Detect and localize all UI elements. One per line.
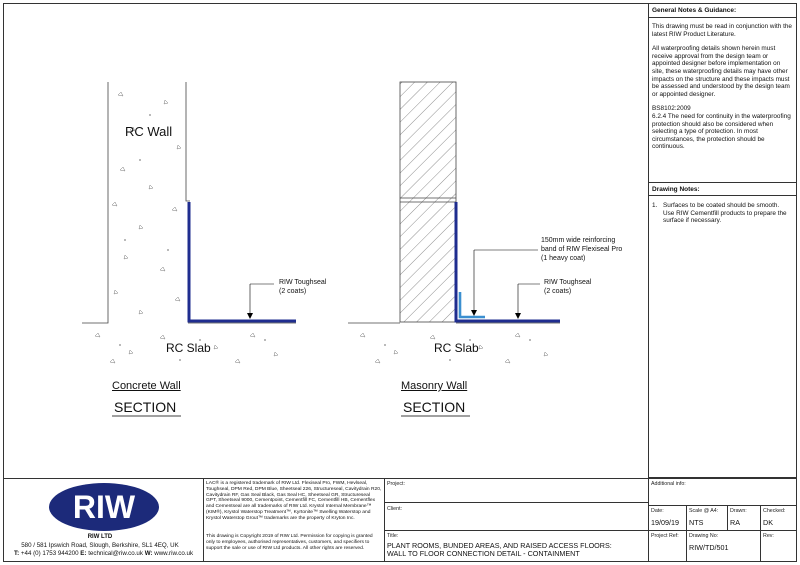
divider: [760, 505, 761, 562]
company-contact: [14, 550, 193, 557]
callout-line: (1 heavy coat): [541, 255, 586, 262]
phone-label: T:: [14, 550, 20, 557]
general-note-p1: This drawing must be read in conjunction with the latest RIW Product Literature.: [652, 23, 792, 38]
divider: [686, 530, 687, 562]
divider: [648, 182, 797, 183]
title-label: Title:: [387, 533, 399, 539]
callout-line: RIW Toughseal: [544, 279, 592, 286]
divider: [648, 505, 797, 506]
divider: [648, 195, 797, 196]
concrete-wall-subtitle: Concrete Wall: [112, 380, 181, 392]
callout-line: RIW Toughseal: [279, 279, 327, 286]
rc-wall-label: RC Wall: [125, 124, 173, 139]
riw-logo: [48, 482, 160, 532]
project-ref-label: Project Ref:: [651, 533, 679, 539]
trademark-notice: LAC® is a registered trademark of RIW Ltd. Flexiseal Pro, FWM, Hevlseal, Toughseal, DPM Red, DPM Blue, Sheetseal 226, Structureseal, Cavitydrain R20, Cavitydrain RF, Gas Seal Black, Gas Seal HC, Sheetseal GR, Structureseal GPT, Sheetseal 9000, Cementpoint, Cementfill FC, Cementfill HB, Cementflex and Cementseal are all trademarks of RIW Ltd. Krystol Internal Membrane™ (KIM®), Krystol Waterstop Treatment™, Kyrtonite™ Swelling Waterstop and Krystol Waterstop Grout™ trademarks are the property of Kryton Inc.: [206, 481, 382, 521]
flexiseal-band: [460, 292, 485, 317]
callout-line: 150mm wide reinforcing: [541, 237, 616, 244]
drawn-label: Drawn:: [730, 508, 747, 514]
section-label-left: SECTION: [114, 399, 177, 415]
email-value[interactable]: technical@riw.co.uk: [88, 550, 143, 557]
drawing-notes-heading: Drawing Notes:: [652, 186, 700, 193]
date-label: Date:: [651, 508, 664, 514]
client-label: Client:: [387, 506, 403, 512]
divider: [203, 478, 204, 562]
company-address: 580 / 581 Ipswich Road, Slough, Berkshire, SL1 4EQ, UK: [21, 542, 179, 549]
drawing-no-label: Drawing No:: [689, 533, 719, 539]
rev-label: Rev:: [763, 533, 774, 539]
divider: [384, 502, 648, 503]
toughseal-callout-left: [279, 278, 326, 296]
additional-info-label: Additional info:: [651, 481, 686, 487]
scale-label: Scale @ A4:: [689, 508, 719, 514]
rc-slab-label-right: RC Slab: [434, 341, 479, 355]
divider: [648, 478, 649, 562]
masonry-wall-subtitle: Masonry Wall: [401, 380, 468, 392]
callout-line: (2 coats): [279, 288, 307, 295]
divider: [686, 505, 687, 530]
general-note-ref: BS8102:2009: [652, 105, 691, 113]
callout-line: band of RIW Flexiseal Pro: [541, 246, 623, 253]
date-value: 19/09/19: [651, 518, 679, 527]
scale-value: NTS: [689, 518, 704, 527]
toughseal-membrane: [189, 202, 296, 321]
web-value[interactable]: www.riw.co.uk: [154, 550, 194, 557]
toughseal-callout-right: [544, 278, 591, 296]
drawing-title-line2: WALL TO FLOOR CONNECTION DETAIL - CONTAINMENT: [387, 549, 580, 558]
drawing-note-number: 1.: [652, 202, 658, 209]
divider: [727, 505, 728, 530]
checked-value: DK: [763, 518, 773, 527]
title-block-top: [3, 478, 797, 479]
concrete-wall-detail: [82, 82, 296, 416]
project-label: Project:: [387, 481, 405, 487]
flexiseal-callout: [541, 236, 622, 263]
general-note-p3: 6.2.4 The need for continuity in the waterproofing protection should also be considered when selecting a type of protection. In most circumstances, the protection should be continuous.: [652, 112, 791, 151]
callout-line: (2 coats): [544, 288, 572, 295]
section-label-right: SECTION: [403, 399, 466, 415]
drawn-value: RA: [730, 518, 740, 527]
phone-value: +44 (0) 1753 944200: [20, 550, 79, 557]
masonry-wall-detail: [348, 82, 560, 416]
checked-label: Checked:: [763, 508, 786, 514]
divider: [384, 530, 797, 531]
general-notes-heading: General Notes & Guidance:: [652, 7, 737, 14]
email-label: E:: [80, 550, 87, 557]
web-label: W:: [144, 550, 153, 557]
drawing-title-line1: PLANT ROOMS, BUNDED AREAS, AND RAISED ACCESS FLOORS:: [387, 541, 612, 550]
general-note-p2: All waterproofing details shown herein must receive approval from the design team or appointed designer before implementation on site, these waterproofing details may have other impacts on the structure and these impacts must be assessed and understood by the design team or appointed designer.: [652, 45, 790, 98]
logo-text: RIW: [72, 489, 136, 525]
drawing-no-value: RIW/TD/501: [689, 543, 729, 552]
general-notes-body: [652, 23, 792, 151]
copyright-notice: This drawing is Copyright 2019 of RIW Ltd. Permission for copying is granted only to employees, authorised representatives, customers, and specifiers to support the sale or use of RIW Ltd products. All other rights are reserved.: [206, 534, 373, 551]
rc-slab-label-left: RC Slab: [166, 341, 211, 355]
drawing-note-1: Surfaces to be coated should be smooth. Use RIW Cementfill products to prepare the surface if necessary.: [663, 202, 787, 225]
company-name: RIW LTD: [87, 534, 113, 540]
divider: [384, 478, 385, 562]
